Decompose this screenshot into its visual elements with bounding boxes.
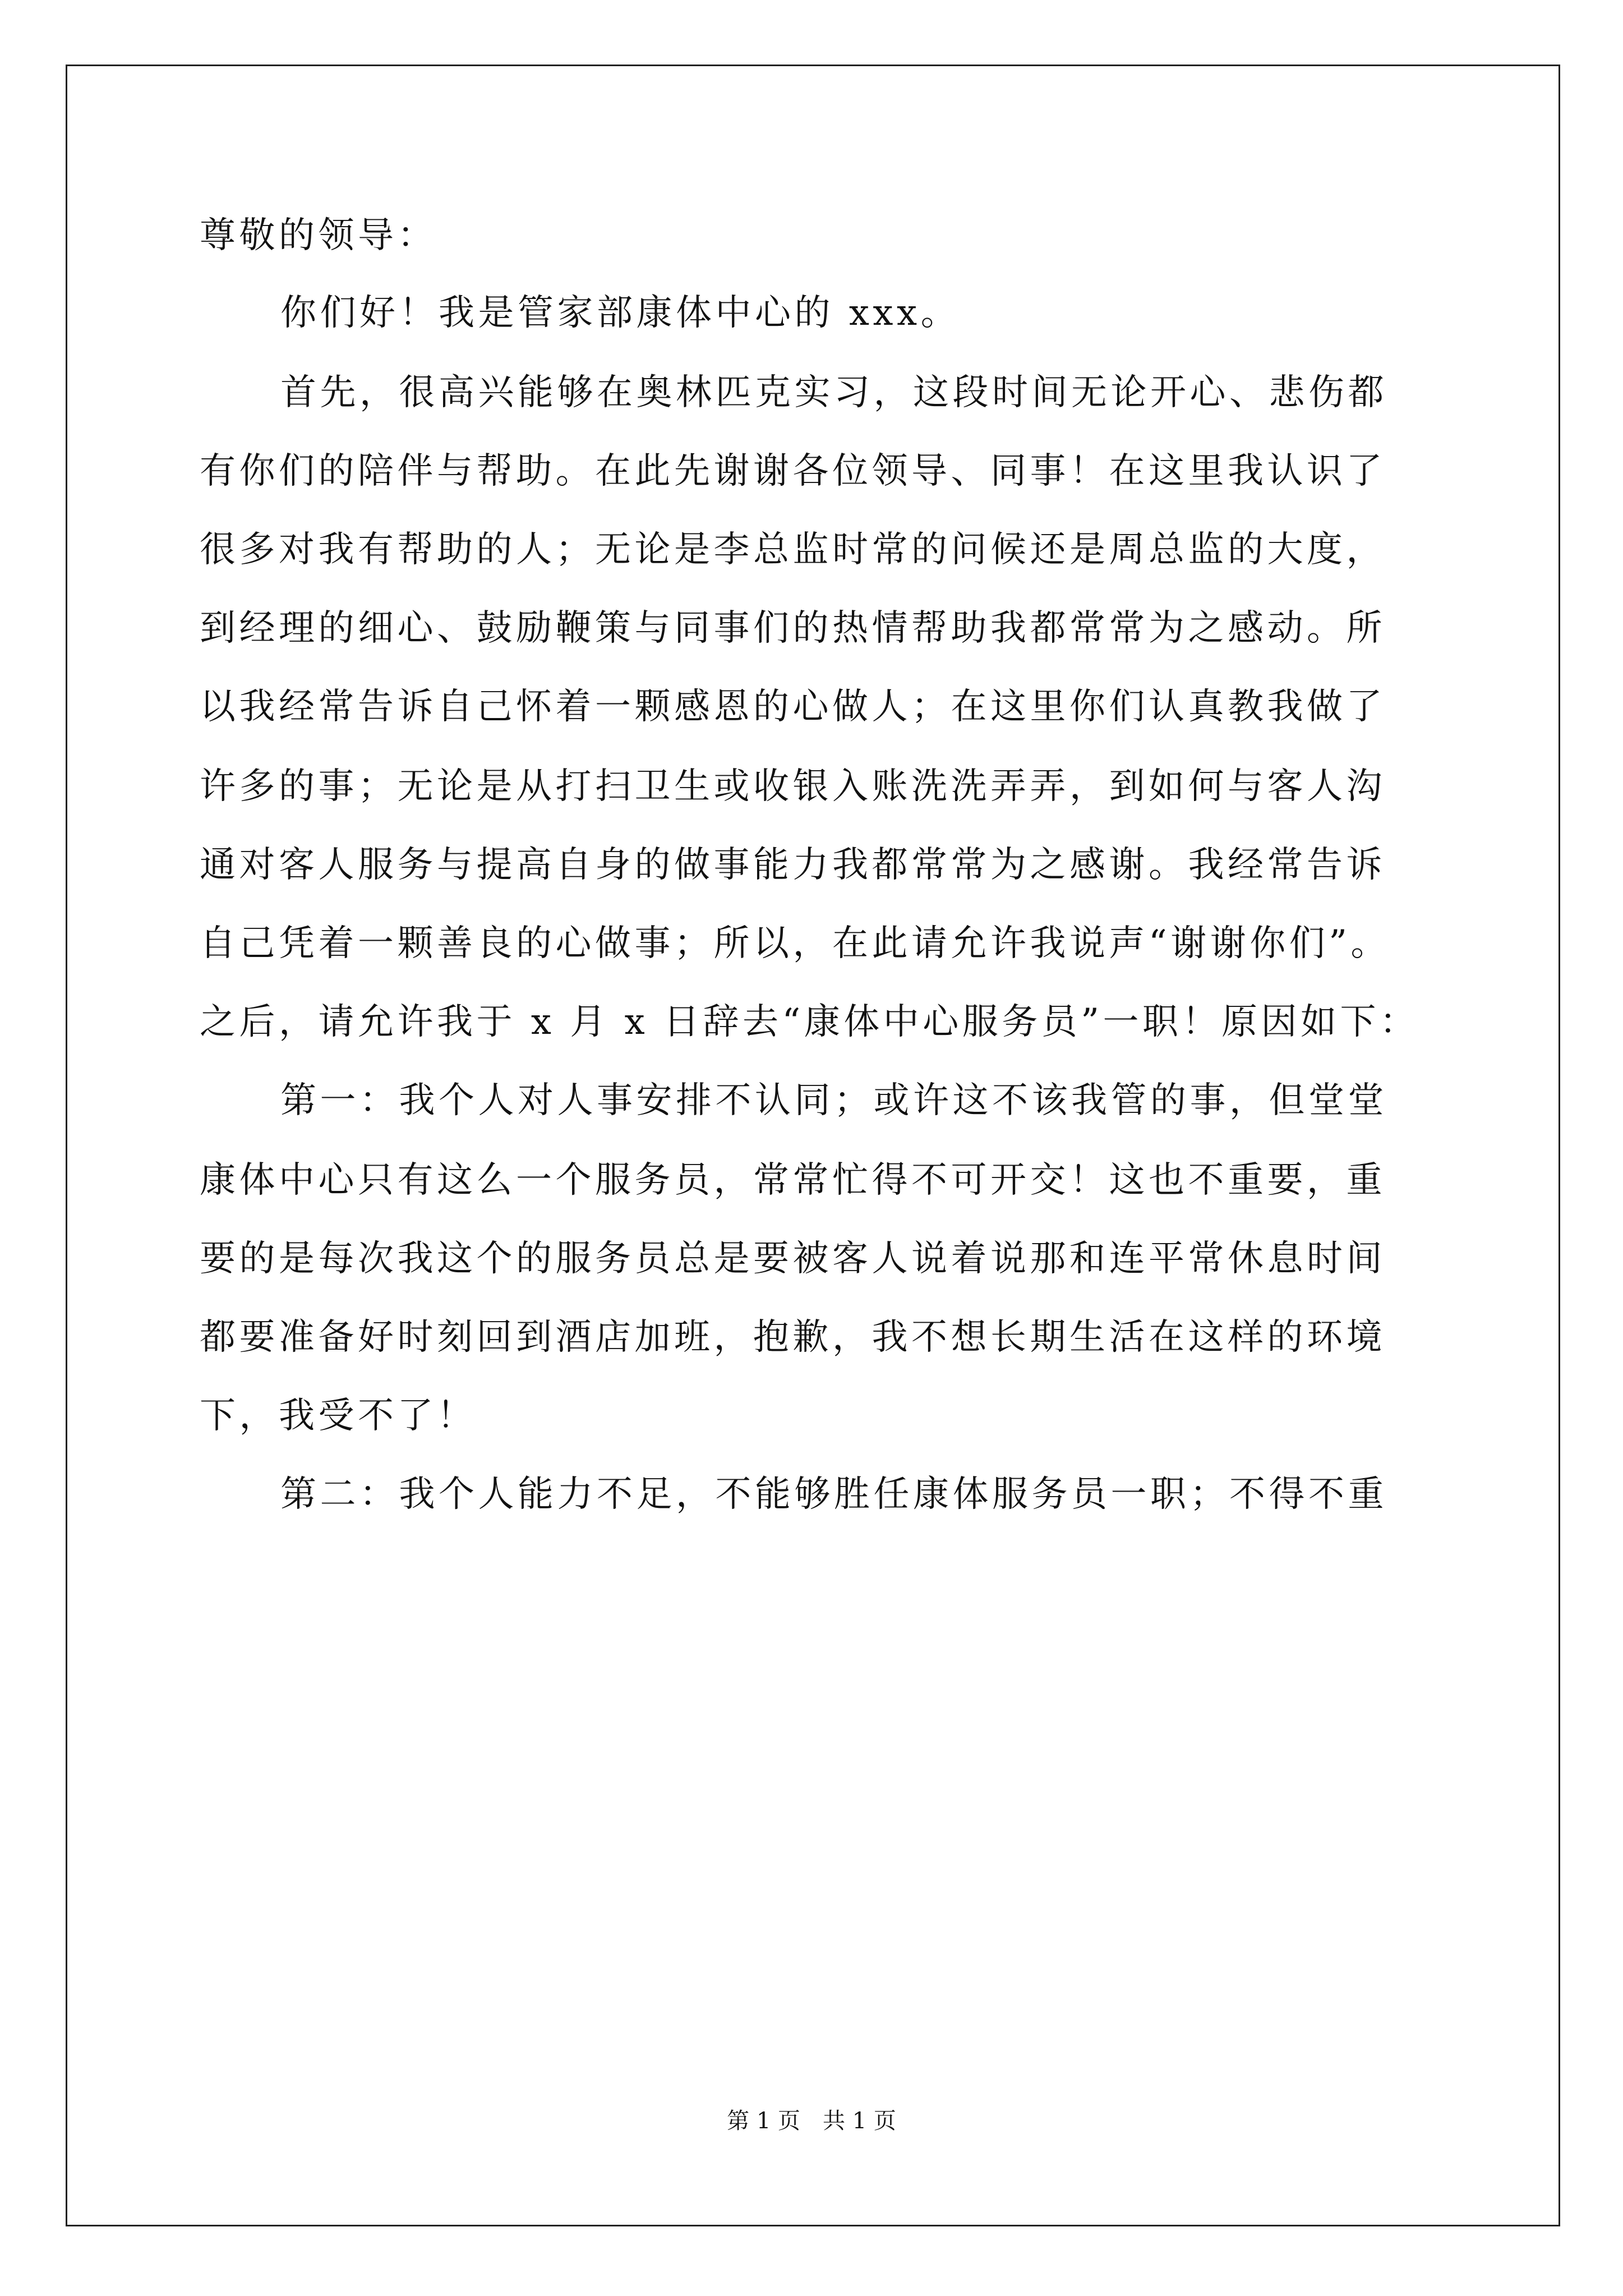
text-line: 尊敬的领导： xyxy=(200,215,437,256)
text-line: 都要准备好时刻回到酒店加班，抱歉，我不想长期生活在这样的环境 xyxy=(200,1317,1386,1358)
text-line: 之后，请允许我于 x 月 x 日辞去“康体中心服务员”一职！原因如下： xyxy=(200,1001,1419,1043)
text-line: 很多对我有帮助的人；无论是李总监时常的问候还是周总监的大度， xyxy=(200,529,1386,570)
page-footer: 第 1 页 共 1 页 xyxy=(727,2108,896,2134)
text-line: 第一：我个人对人事安排不认同；或许这不该我管的事，但堂堂 xyxy=(280,1080,1387,1121)
text-line: 通对客人服务与提高自身的做事能力我都常常为之感谢。我经常告诉 xyxy=(200,844,1386,886)
text-line: 要的是每次我这个的服务员总是要被客人说着说那和连平常休息时间 xyxy=(200,1238,1386,1280)
text-line: 到经理的细心、鼓励鞭策与同事们的热情帮助我都常常为之感动。所 xyxy=(200,608,1386,649)
text-line: 康体中心只有这么一个服务员，常常忙得不可开交！这也不重要，重 xyxy=(200,1159,1386,1201)
text-line: 以我经常告诉自己怀着一颗感恩的心做人；在这里你们认真教我做了 xyxy=(200,686,1386,728)
text-line: 自己凭着一颗善良的心做事；所以，在此请允许我说声“谢谢你们”。 xyxy=(200,923,1390,964)
text-line: 许多的事；无论是从打扫卫生或收银入账洗洗弄弄，到如何与客人沟 xyxy=(200,766,1386,807)
text-line: 首先，很高兴能够在奥林匹克实习，这段时间无论开心、悲伤都 xyxy=(280,372,1387,413)
text-line: 第二：我个人能力不足，不能够胜任康体服务员一职；不得不重 xyxy=(280,1474,1387,1515)
text-line: 下，我受不了！ xyxy=(200,1395,477,1437)
text-line: 你们好！我是管家部康体中心的 xxx。 xyxy=(280,292,961,334)
text-line: 有你们的陪伴与帮助。在此先谢谢各位领导、同事！在这里我认识了 xyxy=(200,450,1386,492)
